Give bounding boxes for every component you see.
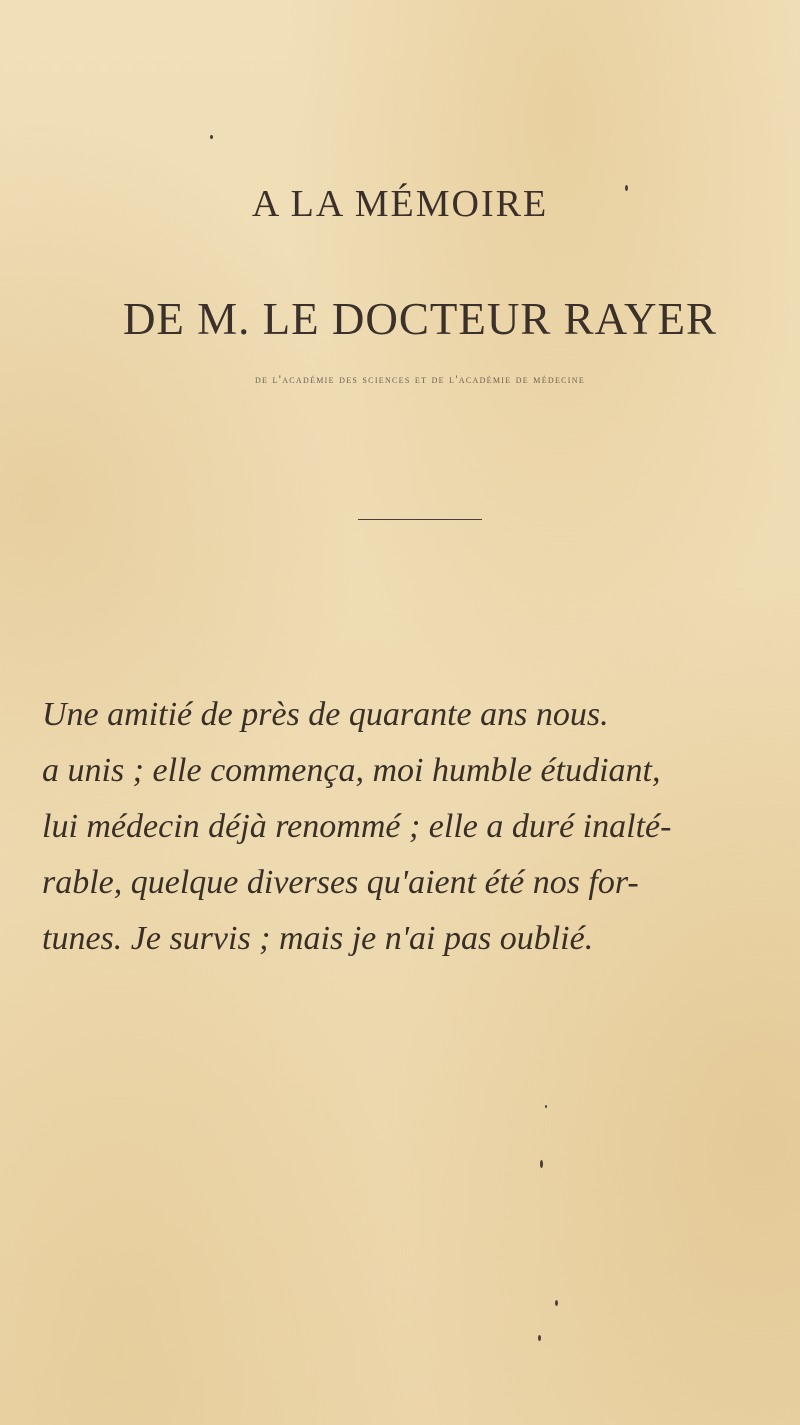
divider-rule	[358, 519, 482, 520]
dedication-line: Une amitié de près de quarante ans nous.	[42, 696, 609, 733]
dedication-line: lui médecin déjà renommé ; elle a duré inalté-	[42, 808, 672, 845]
title-line-2: DE M. LE DOCTEUR RAYER	[122, 294, 718, 344]
paper-speck	[540, 1160, 543, 1168]
dedication-paragraph	[42, 687, 800, 967]
paper-speck	[538, 1335, 541, 1341]
dedication-line: a unis ; elle commença, moi humble étudiant,	[42, 752, 661, 789]
paper-speck	[625, 185, 628, 191]
dedication-line: rable, quelque diverses qu'aient été nos for-	[42, 864, 639, 901]
paper-speck	[555, 1300, 558, 1306]
dedication-line: tunes. Je survis ; mais je n'ai pas oublié.	[42, 920, 594, 957]
paper-speck	[545, 1105, 547, 1108]
title-line-3: de l'académie des sciences et de l'académie de médecine	[254, 372, 586, 386]
title-line-1: A LA MÉMOIRE	[251, 183, 549, 225]
paper-speck	[210, 135, 213, 139]
